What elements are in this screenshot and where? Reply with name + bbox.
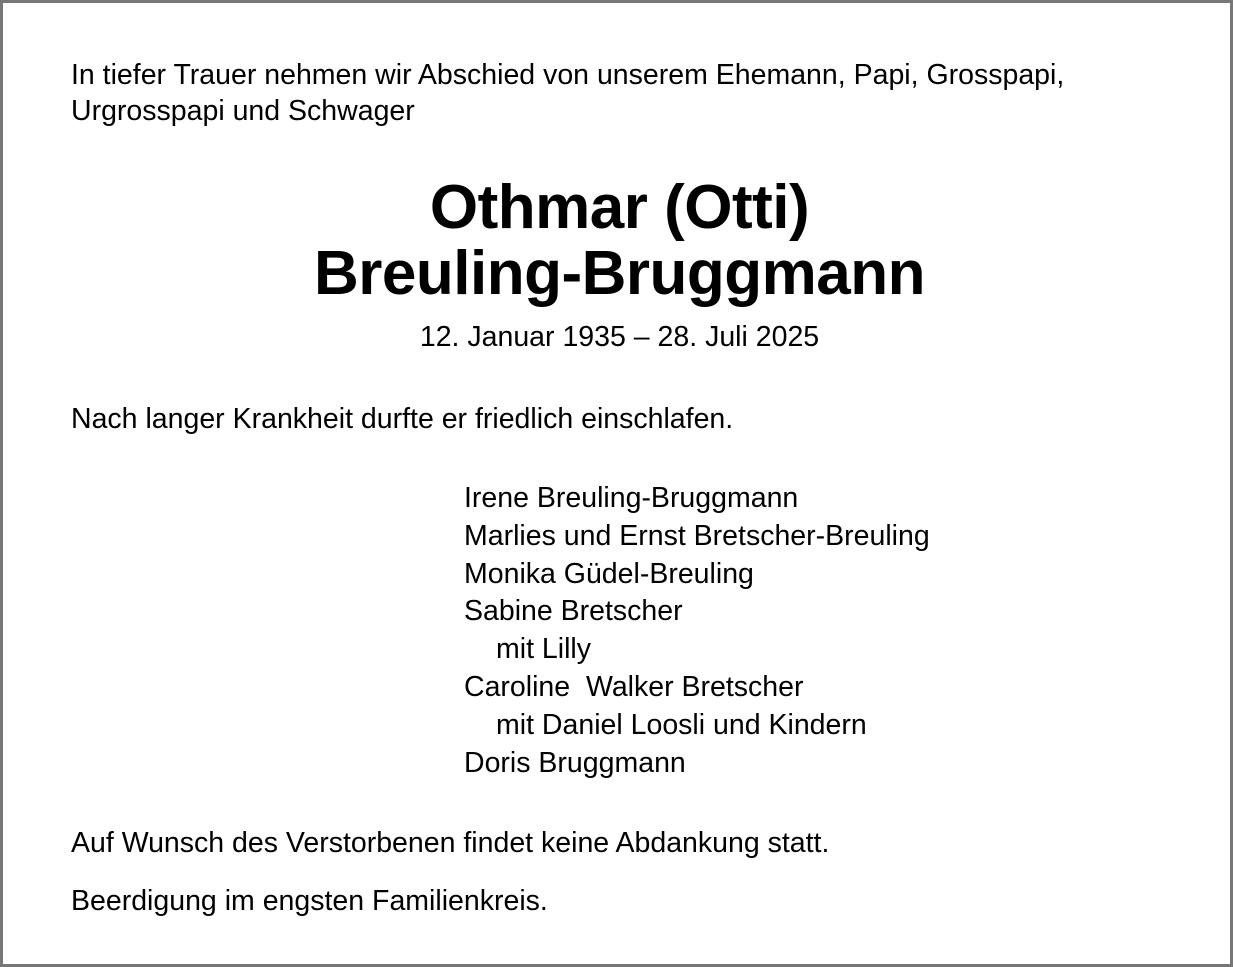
mourner-entry: mit Lilly	[496, 633, 592, 666]
mourner-entry: Monika Güdel-Breuling	[464, 557, 754, 590]
deceased-name	[3, 175, 1233, 307]
mourner-entry: Caroline Walker Bretscher	[464, 670, 804, 703]
intro-line: Urgrosspapi und Schwager	[71, 95, 415, 127]
intro-line: In tiefer Trauer nehmen wir Abschied von unserem Ehemann, Papi, Grosspapi,	[71, 59, 1065, 91]
deceased-first-name: Othmar (Otti)	[429, 173, 810, 242]
intro-text	[71, 57, 1191, 129]
mourner-entry: Irene Breuling-Bruggmann	[464, 482, 799, 514]
deceased-last-name: Breuling-Bruggmann	[314, 239, 925, 308]
passing-sentence: Nach langer Krankheit durfte er friedlich einschlafen.	[71, 403, 734, 435]
closing-note-service: Auf Wunsch des Verstorbenen findet keine Abdankung statt.	[71, 827, 830, 859]
mourner-entry: Marlies und Ernst Bretscher-Breuling	[464, 519, 930, 552]
mourner-entry: Sabine Bretscher	[464, 595, 683, 628]
mourner-entry: Doris Bruggmann	[464, 746, 686, 779]
life-dates: 12. Januar 1935 – 28. Juli 2025	[419, 321, 820, 353]
mourner-entry: mit Daniel Loosli und Kindern	[496, 708, 867, 741]
closing-note-burial: Beerdigung im engsten Familienkreis.	[71, 885, 548, 917]
mourners-list	[464, 480, 930, 782]
